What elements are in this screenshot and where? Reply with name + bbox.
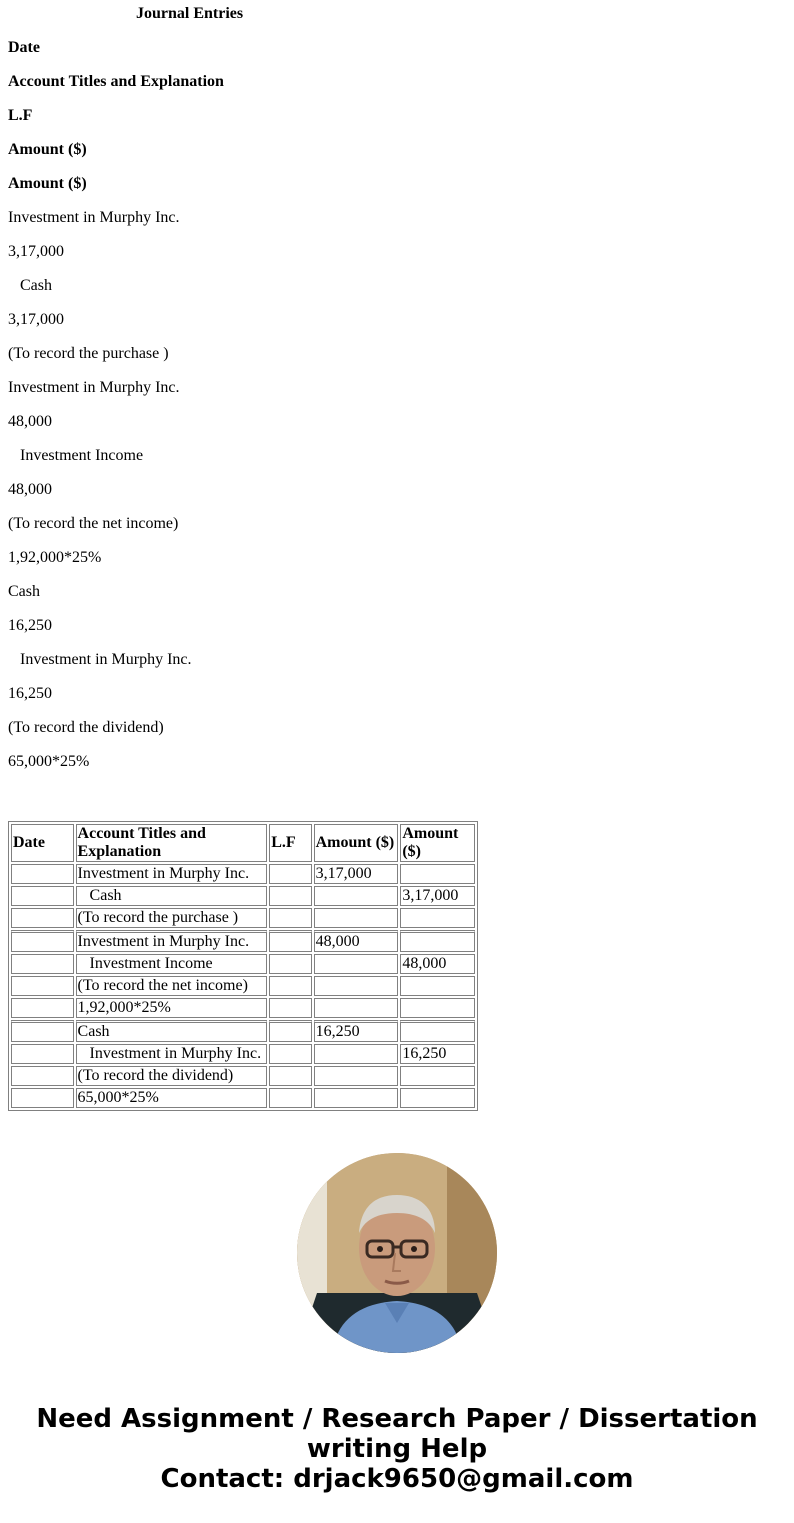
cell-account: Investment in Murphy Inc. (76, 864, 268, 884)
table-header-row (11, 824, 475, 862)
table-row (11, 1020, 475, 1042)
cell-credit (400, 864, 475, 884)
cell-account: Investment in Murphy Inc. (76, 930, 268, 952)
cell-date (11, 908, 74, 928)
table-row (11, 1066, 475, 1086)
cell-account: 65,000*25% (76, 1088, 268, 1108)
cell-date (11, 1020, 74, 1042)
text-line: 48,000 (8, 481, 52, 498)
portrait-illustration (297, 1153, 497, 1353)
cell-lf (269, 1044, 311, 1064)
cell-debit (314, 1066, 399, 1086)
cell-debit (314, 908, 399, 928)
table-row (11, 1088, 475, 1108)
cell-lf (269, 886, 311, 906)
text-line: 3,17,000 (8, 311, 64, 328)
header-date: Date (8, 39, 40, 56)
cell-account: 1,92,000*25% (76, 998, 268, 1018)
cell-date (11, 886, 74, 906)
text-line: Investment Income (8, 447, 144, 464)
promo-line-2: writing Help (306, 1434, 488, 1464)
header-amount-2: Amount ($) (8, 175, 87, 192)
page-title: Journal Entries (136, 5, 244, 22)
cell-account: Investment Income (76, 954, 268, 974)
text-line: Investment in Murphy Inc. (8, 209, 180, 226)
text-line: 1,92,000*25% (8, 549, 102, 566)
cell-date (11, 930, 74, 952)
cell-lf (269, 1066, 311, 1086)
text-line: 48,000 (8, 413, 52, 430)
text-line: 3,17,000 (8, 243, 64, 260)
promo-contact: Contact: drjack9650@gmail.com (160, 1464, 634, 1494)
cell-lf (269, 1088, 311, 1108)
cell-credit (400, 976, 475, 996)
cell-lf (269, 976, 311, 996)
cell-date (11, 998, 74, 1018)
cell-date (11, 976, 74, 996)
cell-lf (269, 1020, 311, 1042)
cell-account: (To record the purchase ) (76, 908, 268, 928)
cell-lf (269, 930, 311, 952)
cell-debit (314, 998, 399, 1018)
cell-credit (400, 998, 475, 1018)
cell-debit (314, 954, 399, 974)
cell-credit: 48,000 (400, 954, 475, 974)
table-row (11, 976, 475, 996)
table-row (11, 908, 475, 928)
header-lf: L.F (8, 107, 33, 124)
th-account: Account Titles and Explanation (76, 824, 268, 862)
table-row (11, 886, 475, 906)
cell-lf (269, 954, 311, 974)
cell-account: Cash (76, 1020, 268, 1042)
text-line: 16,250 (8, 617, 52, 634)
cell-credit (400, 908, 475, 928)
cell-credit: 16,250 (400, 1044, 475, 1064)
cell-debit (314, 1088, 399, 1108)
cell-credit (400, 1088, 475, 1108)
cell-credit (400, 1020, 475, 1042)
cell-lf (269, 864, 311, 884)
table-row (11, 1044, 475, 1064)
table-row (11, 998, 475, 1018)
journal-table (8, 821, 478, 1111)
cell-credit: 3,17,000 (400, 886, 475, 906)
text-line: 65,000*25% (8, 753, 90, 770)
th-date: Date (11, 824, 74, 862)
cell-debit: 48,000 (314, 930, 399, 952)
cell-debit: 3,17,000 (314, 864, 399, 884)
cell-debit (314, 1044, 399, 1064)
author-avatar (297, 1153, 497, 1353)
cell-date (11, 1066, 74, 1086)
text-line: Investment in Murphy Inc. (8, 651, 192, 668)
th-amount-debit: Amount ($) (314, 824, 399, 862)
cell-debit (314, 976, 399, 996)
cell-date (11, 1088, 74, 1108)
cell-account: (To record the net income) (76, 976, 268, 996)
promo-banner (0, 1404, 794, 1494)
text-line: (To record the purchase ) (8, 345, 169, 362)
cell-credit (400, 1066, 475, 1086)
text-line: (To record the dividend) (8, 719, 164, 736)
cell-account: (To record the dividend) (76, 1066, 268, 1086)
text-line: Cash (8, 277, 52, 294)
text-line: Investment in Murphy Inc. (8, 379, 180, 396)
header-account: Account Titles and Explanation (8, 73, 224, 90)
th-lf: L.F (269, 824, 311, 862)
table-row (11, 954, 475, 974)
cell-lf (269, 908, 311, 928)
cell-date (11, 954, 74, 974)
cell-date (11, 1044, 74, 1064)
text-line: (To record the net income) (8, 515, 179, 532)
table-row (11, 864, 475, 884)
promo-line-1: Need Assignment / Research Paper / Dissertation (36, 1404, 758, 1434)
table-row (11, 930, 475, 952)
cell-debit (314, 886, 399, 906)
cell-debit: 16,250 (314, 1020, 399, 1042)
header-amount-1: Amount ($) (8, 141, 87, 158)
cell-account: Investment in Murphy Inc. (76, 1044, 268, 1064)
cell-date (11, 864, 74, 884)
cell-credit (400, 930, 475, 952)
cell-account: Cash (76, 886, 268, 906)
th-amount-credit: Amount ($) (400, 824, 475, 862)
text-line: 16,250 (8, 685, 52, 702)
text-line: Cash (8, 583, 40, 600)
cell-lf (269, 998, 311, 1018)
